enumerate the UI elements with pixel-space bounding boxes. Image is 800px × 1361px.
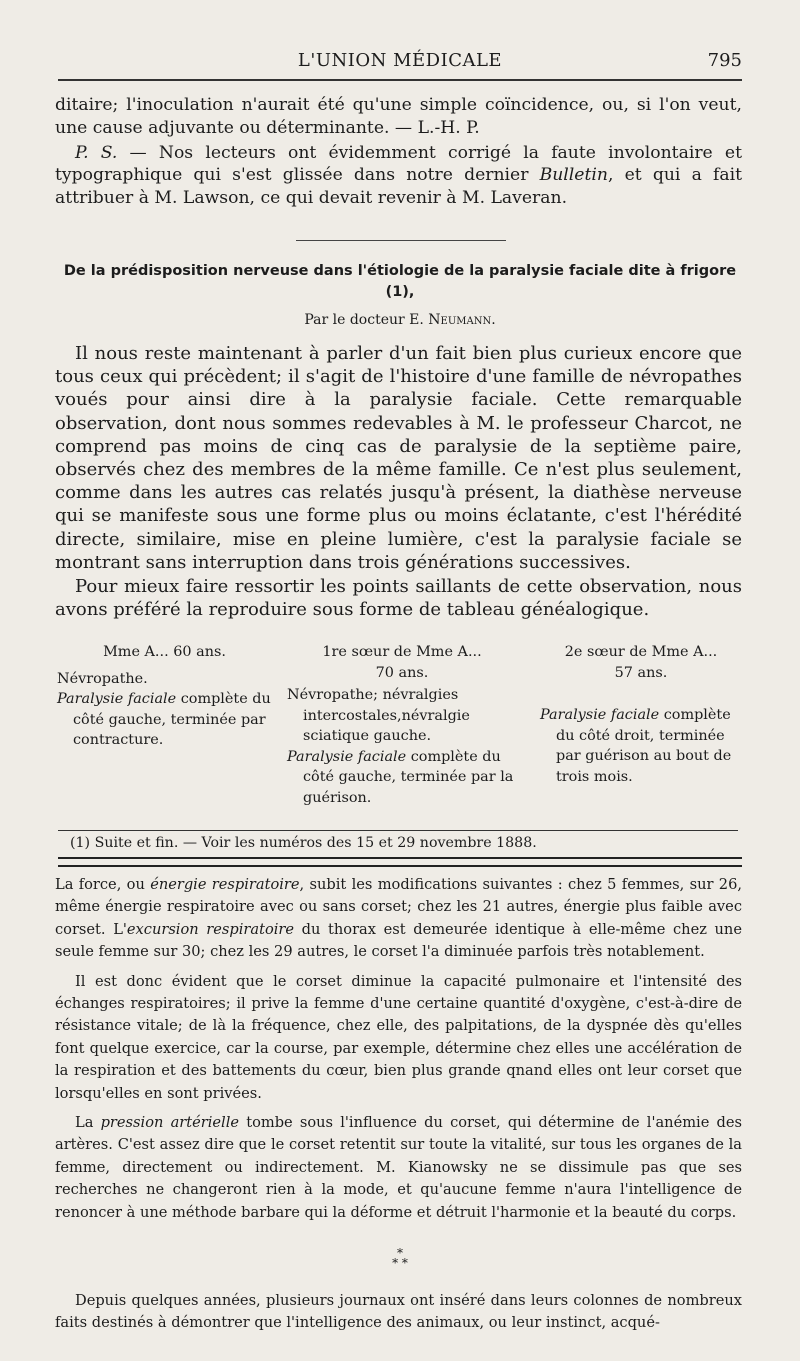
column-heading: 2e sœur de Mme A... bbox=[564, 644, 718, 660]
lower-paragraph-3 bbox=[55, 1112, 742, 1224]
column-line-2-rest: complète du côté gauche, terminée par contracture. bbox=[73, 691, 271, 748]
column-heading-age: 70 ans. bbox=[375, 664, 429, 681]
genealogy-column-2 bbox=[287, 642, 517, 808]
column-line-2 bbox=[287, 747, 517, 809]
genealogy-column-3 bbox=[540, 642, 742, 787]
text-run: , subit les modifications suivantes : chez 5 femmes, sur 26, même énergie respiratoire avec ou sans corset; chez les 21 autres, énergie plus faible avec corset. L' bbox=[55, 876, 743, 938]
excursion-respiratoire: excursion respiratoire bbox=[126, 920, 295, 938]
lower-section bbox=[55, 874, 742, 1224]
postscript-text-a: — Nos lecteurs ont évidemment corrigé la faute involontaire et typographique qui s'est glissée dans notre dernier bbox=[55, 142, 742, 186]
text-run: du thorax est demeurée identique à elle-même chez une seule femme sur 30; chez les 29 autres, le corset l'a diminuée parfois très notablement. bbox=[55, 920, 742, 961]
column-line-2 bbox=[540, 705, 742, 787]
lower-paragraph-1 bbox=[55, 874, 742, 964]
column-line-1: Névropathe; névralgies intercostales,névralgie sciatique gauche. bbox=[287, 687, 470, 744]
postscript bbox=[55, 142, 742, 210]
genealogy-column-1 bbox=[57, 642, 272, 751]
postscript-text-b: , et qui a fait attribuer à M. Lawson, ce qui devait revenir à M. Laveran. bbox=[55, 165, 742, 209]
column-line-2-rest: complète du côté droit, terminée par guérison au bout de trois mois. bbox=[556, 707, 732, 785]
paralysie-label: Paralysie faciale bbox=[287, 748, 407, 765]
column-heading: Mme A... 60 ans. bbox=[103, 644, 226, 660]
author-name: Neumann. bbox=[428, 312, 496, 328]
column-heading-age: 57 ans. bbox=[614, 664, 668, 681]
section-asterism bbox=[0, 1248, 800, 1268]
article-body bbox=[55, 342, 742, 621]
asterism-bottom: * * bbox=[392, 1256, 408, 1270]
footnote: (1) Suite et fin. — Voir les numéros des 15 et 29 novembre 1888. bbox=[70, 835, 537, 851]
next-article bbox=[55, 1290, 742, 1335]
pression-arterielle: pression artérielle bbox=[100, 1114, 240, 1132]
footnote-rule bbox=[58, 830, 738, 831]
byline-prefix: Par le docteur E. bbox=[304, 312, 429, 328]
header-rule bbox=[58, 79, 742, 81]
article-byline bbox=[0, 312, 800, 328]
column-line-2 bbox=[57, 689, 272, 751]
next-article-paragraph: Depuis quelques années, plusieurs journaux ont inséré dans leurs colonnes de nombreux faits destinés à démontrer que l'intelligence des animaux, ou leur instinct, acqué- bbox=[55, 1292, 742, 1332]
previous-article-paragraph: ditaire; l'inoculation n'aurait été qu'une simple coïncidence, ou, si l'on veut, une cause adjuvante ou déterminante. — L.-H. P. bbox=[55, 95, 742, 138]
page-number: 795 bbox=[707, 50, 742, 71]
article-paragraph-1: Il nous reste maintenant à parler d'un fait bien plus curieux encore que tous ceux qui précèdent; il s'agit de l'histoire d'une famille de névropathes voués pour ainsi dire à la paralysie faciale. Cette remarquable observation, dont nous sommes redevables à M. le professeur Charcot, ne comprend pas moins de cinq cas de paralysie de la septième paire, observés chez des membres de la même famille. Ce n'est plus seulement, comme dans les autres cas relatés jusqu'à présent, la diathèse nerveuse qui se manifeste sous une forme plus ou moins éclatante, c'est l'hérédité directe, similaire, mise en pleine lumière, c'est la paralysie faciale se montrant sans interruption dans trois générations successives. bbox=[55, 343, 742, 573]
text-run: tombe sous l'influence du corset, qui détermine de l'anémie des artères. C'est assez dire que le corset retentit sur toute la vitalité, sur tous les organes de la femme, directement ou indirectement. M. Kianowsky ne se dissimule pas que ses recherches ne changeront rien à la mode, et qu'aucune femme n'aura l'intelligence de renoncer à une méthode barbare qui la déforme et détruit l'harmonie et la beauté du corps. bbox=[55, 1114, 743, 1221]
article-paragraph-2: Pour mieux faire ressortir les points saillants de cette observation, nous avons préféré la reproduire sous forme de tableau généalogique. bbox=[55, 576, 742, 621]
text-run: La bbox=[75, 1114, 101, 1132]
journal-title: L'UNION MÉDICALE bbox=[297, 50, 503, 71]
double-rule bbox=[58, 857, 742, 867]
column-line-1: Névropathe. bbox=[57, 670, 148, 687]
paralysie-label: Paralysie faciale bbox=[540, 707, 660, 723]
section-divider bbox=[296, 240, 506, 241]
column-heading: 1re sœur de Mme A... bbox=[322, 644, 482, 660]
paralysie-label: Paralysie faciale bbox=[57, 691, 177, 707]
postscript-label: P. S. bbox=[75, 142, 118, 163]
previous-article-end bbox=[55, 94, 742, 210]
lower-paragraph-2: Il est donc évident que le corset diminue la capacité pulmonaire et l'intensité des échanges respiratoires; il prive la femme d'une certaine quantité d'oxygène, c'est-à-dire de résistance vitale; de là la fréquence, chez elle, des palpitations, de la dyspnée dès qu'elles font quelque exercice, car la course, par exemple, détermine chez elles une accélération de la respiration et des battements du cœur, bien plus grande qnand elles ont leur corset que lorsqu'elles en sont privées. bbox=[55, 972, 742, 1102]
article-title: De la prédisposition nerveuse dans l'étiologie de la paralysie faciale dite à frigore (1), bbox=[63, 263, 737, 300]
postscript-bulletin: Bulletin bbox=[539, 165, 608, 186]
column-line-2-rest: complète du côté gauche, terminée par la guérison. bbox=[303, 748, 514, 806]
genealogy-table bbox=[57, 642, 742, 828]
running-head bbox=[58, 46, 742, 80]
asterism-top: * bbox=[397, 1246, 403, 1260]
text-run: La force, ou bbox=[55, 876, 151, 893]
energie-respiratoire: énergie respiratoire bbox=[150, 876, 300, 893]
